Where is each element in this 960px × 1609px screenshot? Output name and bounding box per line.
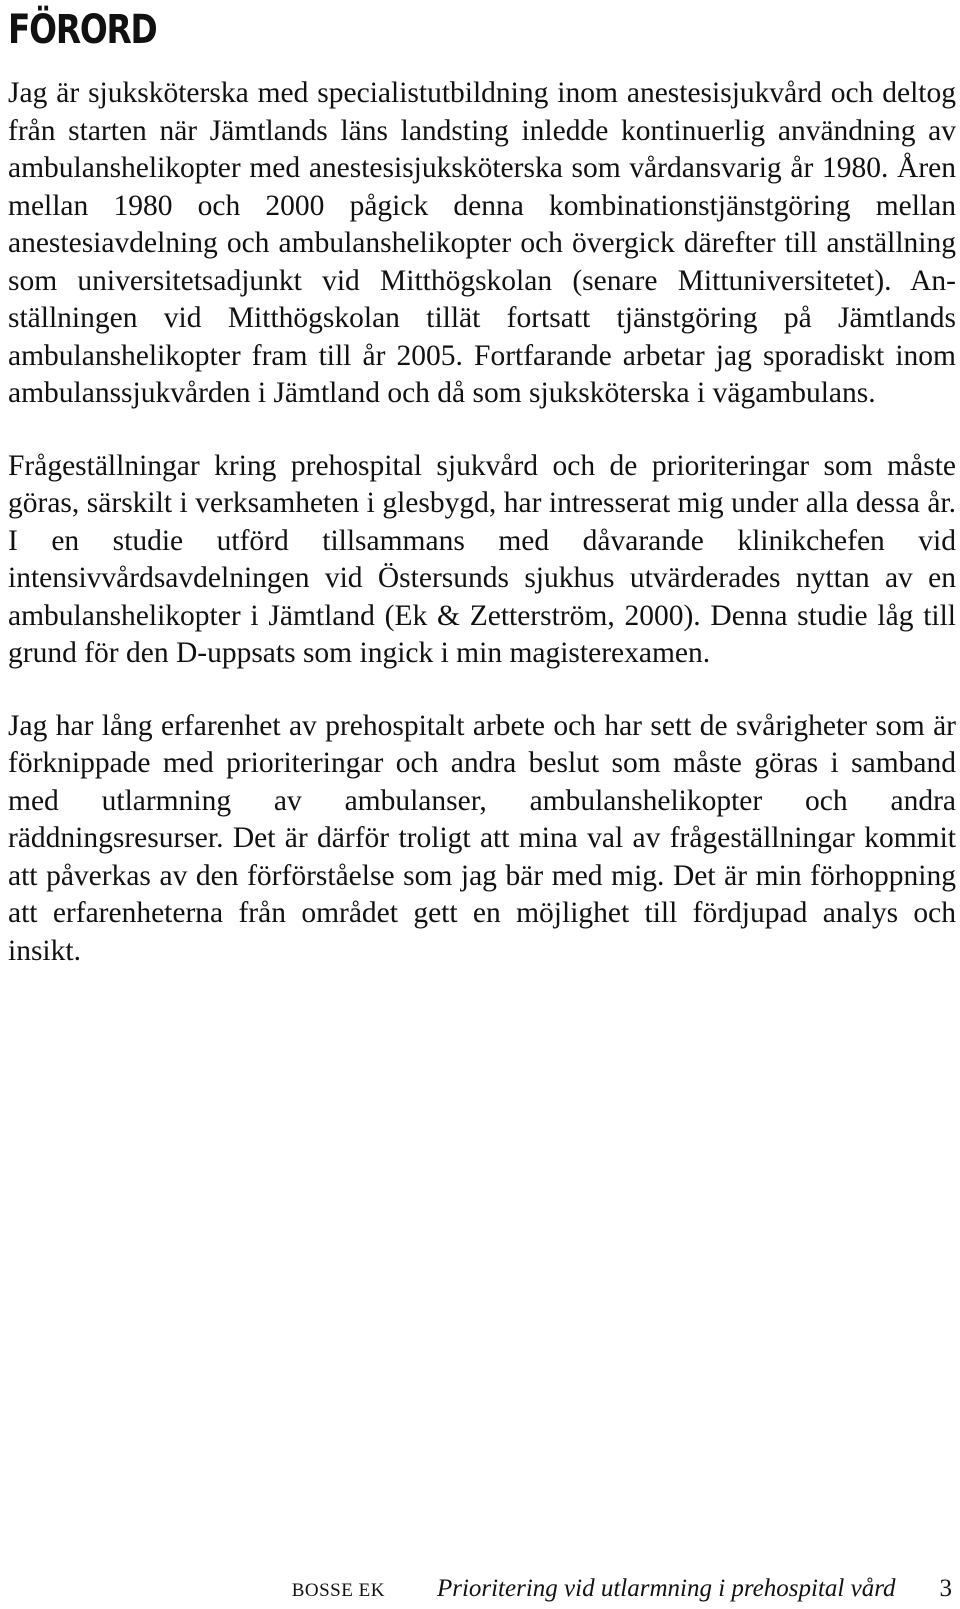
page-number: 3 (939, 1575, 952, 1602)
page-heading: FÖRORD (8, 7, 157, 53)
paragraph-2: Frågeställningar kring prehospital sjukvård och de prioriteringar som måste göras, särskilt i verksamheten i glesbygd, har intresserat mig under alla dessa år. I en studie utförd tillsammans med dåvarande klinikchefen vid intensivvårdsavdelningen vid Östersunds sjukhus utvärderades nyttan av en ambulanshelikopter i Jämtland (Ek & Zetterström, 2000). Denna studie låg till grund för den D-uppsats som ingick i min magisterexamen. (8, 449, 956, 669)
body-text (8, 75, 956, 1005)
footer-author: BOSSE EK (291, 1580, 385, 1601)
paragraph-1: Jag är sjuksköterska med specialistutbildning inom anestesisjukvård och deltog från starten när Jämtlands läns landsting inledde kontinuerlig användning av ambulanshelikopter med anestesisjuksköterska som vårdansvarig år 1980. Åren mellan 1980 och 2000 pågick denna kombinationstjänstgöring mellan anestesiavdelning och ambulanshelikopter och övergick därefter till anställning som universitetsadjunkt vid Mitthögskolan (senare Mittuniversitetet). Anställningen vid Mitthögskolan tillät fortsatt tjänstgöring på Jämtlands ambulanshelikopter fram till år 2005. Fortfarande arbetar jag sporadiskt inom ambulanssjukvården i Jämtland och då som sjuksköterska i vägambulans. (8, 77, 956, 409)
page-footer (292, 1575, 952, 1603)
footer-title: Prioritering vid utlarmning i prehospital vård (436, 1575, 896, 1602)
paragraph-3: Jag har lång erfarenhet av prehospitalt arbete och har sett de svårigheter som är förknippade med prioriteringar och andra beslut som måste göras i samband med utlarmning av ambulanser, ambulanshelikopter och andra räddningsresurser. Det är därför troligt att mina val av frågeställningar kommit att påverkas av den förförståelse som jag bär med mig. Det är min förhoppning att erfarenheterna från området gett en möjlighet till fördjupad analys och insikt. (8, 709, 956, 967)
